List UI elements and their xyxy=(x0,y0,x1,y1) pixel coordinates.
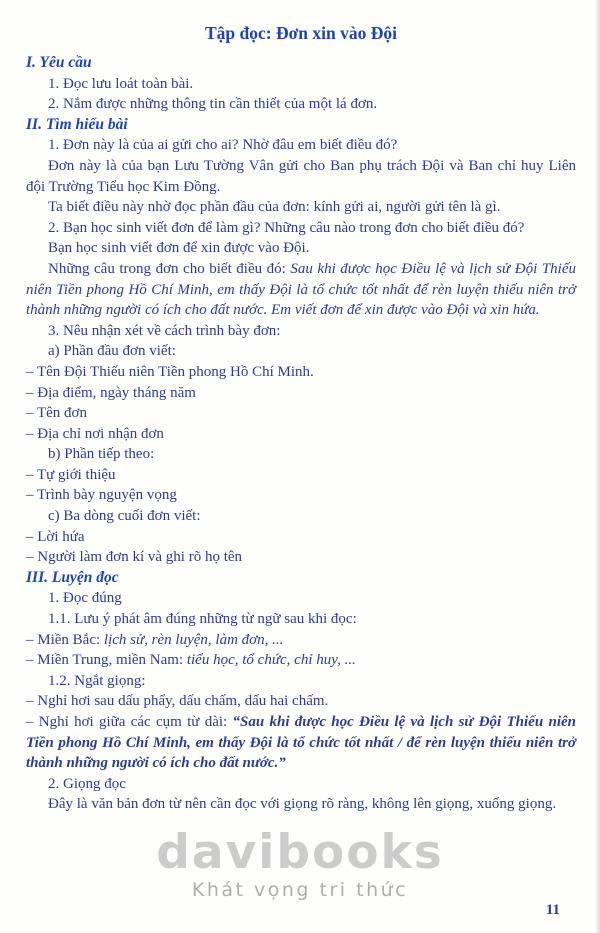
text-segment: c) Ba dòng cuối đơn viết: xyxy=(48,508,201,525)
text-line xyxy=(26,588,576,609)
text-line xyxy=(26,424,576,445)
text-segment: – Lời hứa xyxy=(26,528,85,545)
text-line xyxy=(26,383,576,404)
text-segment: – Miền Trung, miền Nam: xyxy=(26,652,187,669)
text-line xyxy=(26,321,576,342)
text-segment: Bạn học sinh viết đơn để xin được vào Đội. xyxy=(48,240,310,257)
text-segment: “Sau khi được học Điều lệ và lịch sử Đội Thiếu niên Tiền phong Hồ Chí Minh, em thấy Đội là tổ chức tốt nhất / để rèn luyện thiếu niên trở thành những người có ích cho đất nước.” xyxy=(26,714,576,772)
text-line xyxy=(26,403,576,424)
text-line xyxy=(26,650,576,671)
text-segment: tiểu học, tổ chức, chỉ huy, ... xyxy=(186,652,356,669)
text-segment: 1. Đọc đúng xyxy=(48,590,122,607)
text-line xyxy=(26,712,576,774)
text-line xyxy=(26,609,576,630)
text-segment: Những câu trong đơn cho biết điều đó: xyxy=(48,260,291,277)
text-segment: – Nghỉ hơi sau dấu phẩy, dấu chấm, dấu hai chấm. xyxy=(26,693,329,710)
text-segment: lịch sử, rèn luyện, làm đơn, ... xyxy=(103,631,284,648)
text-line xyxy=(26,465,576,486)
text-segment: 1. Đơn này là của ai gửi cho ai? Nhờ đâu em biết điều đó? xyxy=(48,137,398,154)
text-line xyxy=(26,547,576,568)
text-line xyxy=(26,94,576,115)
page-number: 11 xyxy=(545,902,560,918)
section-heading xyxy=(26,568,576,589)
text-segment: – Người làm đơn kí và ghi rõ họ tên xyxy=(26,549,243,566)
text-segment: Đây là văn bản đơn từ nên cần đọc với giọng rõ ràng, không lên giọng, xuống giọng. xyxy=(48,796,557,813)
text-segment: b) Phần tiếp theo: xyxy=(48,446,155,463)
watermark xyxy=(0,825,600,901)
text-segment: 2. Giọng đọc xyxy=(48,775,126,792)
page-title: Tập đọc: Đơn xin vào Đội xyxy=(204,23,397,43)
text-line xyxy=(26,156,576,197)
text-segment: I. Yêu cầu xyxy=(26,54,92,71)
text-segment: – Địa chỉ nơi nhận đơn xyxy=(26,425,164,442)
text-line xyxy=(26,238,576,259)
text-segment: III. Luyện đọc xyxy=(26,568,119,586)
text-line xyxy=(26,259,576,321)
text-line xyxy=(26,671,576,692)
text-segment: II. Tìm hiểu bài xyxy=(26,115,128,133)
text-line xyxy=(26,485,576,506)
text-segment: – Tên đơn xyxy=(26,405,87,422)
text-segment: – Miền Bắc: xyxy=(26,631,104,648)
text-segment: – Tên Đội Thiếu niên Tiền phong Hồ Chí Minh. xyxy=(26,363,314,380)
text-segment: 1. Đọc lưu loát toàn bài. xyxy=(48,75,194,92)
text-segment: – Trình bày nguyện vọng xyxy=(26,487,177,504)
text-segment: Đơn này là của bạn Lưu Tường Vân gửi cho Ban phụ trách Đội và Ban chỉ huy Liên đội Trường Tiểu học Kim Đồng. xyxy=(26,157,576,195)
text-line xyxy=(26,362,576,383)
text-line xyxy=(26,74,576,95)
section-heading xyxy=(26,53,576,74)
text-segment: 1.1. Lưu ý phát âm đúng những từ ngữ sau khi đọc: xyxy=(48,611,357,628)
text-line xyxy=(26,218,576,239)
text-line xyxy=(26,774,576,795)
watermark-slogan: Khát vọng tri thức xyxy=(191,879,409,901)
text-segment: 1.2. Ngắt giọng: xyxy=(48,672,146,689)
text-segment: 2. Nắm được những thông tin cần thiết của một lá đơn. xyxy=(48,96,378,113)
text-line xyxy=(26,341,576,362)
text-line xyxy=(26,630,576,651)
document-body xyxy=(26,53,576,815)
watermark-brand: davibooks xyxy=(156,825,444,880)
text-line xyxy=(26,527,576,548)
text-line xyxy=(26,444,576,465)
text-line xyxy=(26,794,576,815)
text-segment: Ta biết điều này nhờ đọc phần đầu của đơn: kính gửi ai, người gửi tên là gì. xyxy=(48,199,501,216)
text-line xyxy=(26,135,576,156)
text-segment: – Nghỉ hơi giữa các cụm từ dài: xyxy=(26,714,233,730)
text-segment: – Tự giới thiệu xyxy=(26,466,116,483)
text-segment: a) Phần đầu đơn viết: xyxy=(48,343,176,360)
text-line xyxy=(26,506,576,527)
text-segment: 2. Bạn học sinh viết đơn để làm gì? Những câu nào trong đơn cho biết điều đó? xyxy=(48,219,525,236)
text-line xyxy=(26,197,576,218)
text-segment: – Địa điểm, ngày tháng năm xyxy=(26,384,196,401)
text-segment: Sau khi được học Điều lệ và lịch sử Đội Thiếu niên Tiền phong Hồ Chí Minh, em thấy Đội là tổ chức tốt nhất để rèn luyện thiếu niên trở thành những người có ích cho đất nước. Em viết đơn để xin được vào Đội và xin hứa. xyxy=(26,260,576,319)
text-segment: 3. Nêu nhận xét về cách trình bày đơn: xyxy=(48,322,281,339)
section-heading xyxy=(26,115,576,136)
text-line xyxy=(26,691,576,712)
